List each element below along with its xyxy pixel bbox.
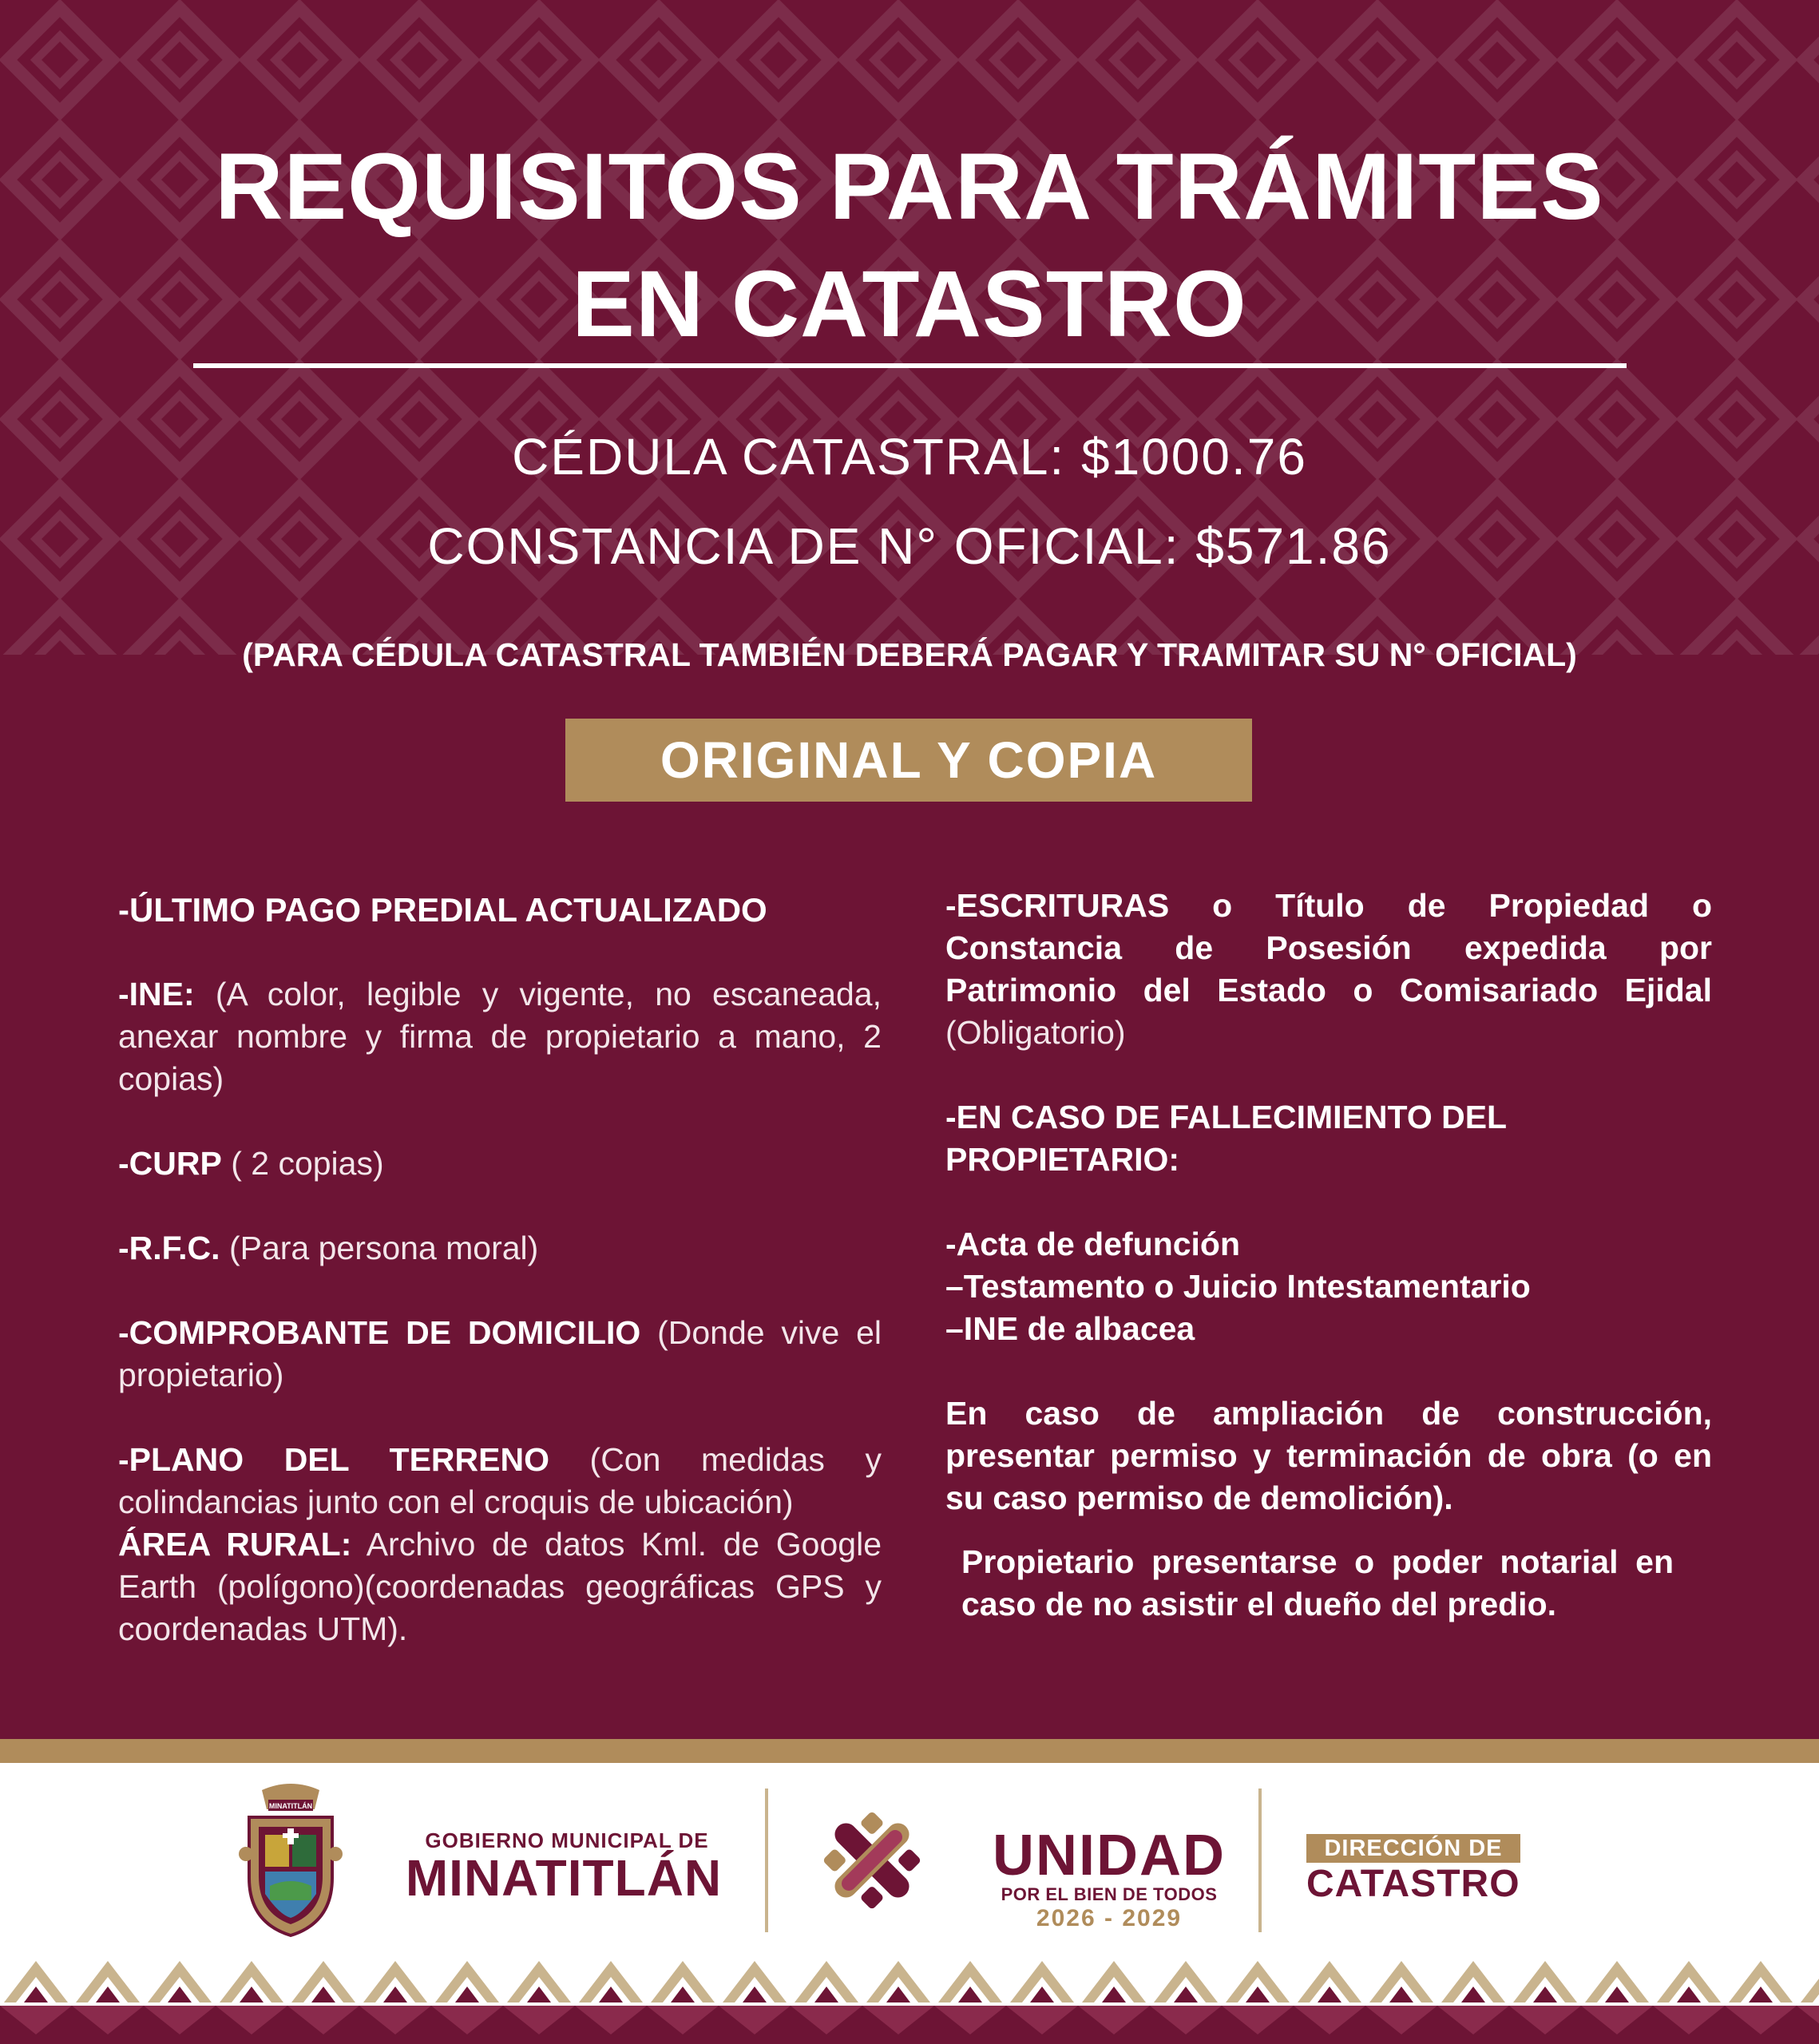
req-ine: -INE: (A color, legible y vigente, no escaneada, anexar nombre y firma de propietario a mano, 2 copias) xyxy=(118,976,882,1097)
req-rfc: -R.F.C. (Para persona moral) xyxy=(118,1230,539,1266)
req-plano: -PLANO DEL TERRENO (Con medidas y colindancias junto con el croquis de ubicación) xyxy=(118,1441,882,1520)
req-predial: -ÚLTIMO PAGO PREDIAL ACTUALIZADO xyxy=(118,891,767,929)
price-constancia: CONSTANCIA DE N° OFICIAL: $571.86 xyxy=(427,517,1392,575)
req-testamento: –Testamento o Juicio Intestamentario xyxy=(945,1268,1531,1305)
catastro-label: CATASTRO xyxy=(1306,1863,1520,1905)
page-title-line2: EN CATASTRO xyxy=(572,252,1247,357)
price-cedula: CÉDULA CATASTRAL: $1000.76 xyxy=(512,428,1307,485)
minatitlan-crest-icon xyxy=(238,1782,343,1939)
unidad-subtitle: POR EL BIEN DE TODOS xyxy=(1001,1884,1218,1904)
footer-divider-1 xyxy=(765,1788,768,1932)
title-divider xyxy=(193,363,1627,368)
req-ampliacion: En caso de ampliación de construcción, presentar permiso y terminación de obra (o en su caso permiso de demolición). xyxy=(945,1395,1712,1516)
req-acta: -Acta de defunción xyxy=(945,1226,1241,1262)
footer-gold-band xyxy=(0,1739,1819,1763)
note-text: (PARA CÉDULA CATASTRAL TAMBIÉN DEBERÁ PAGAR Y TRAMITAR SU N° OFICIAL) xyxy=(242,636,1577,673)
svg-text:MINATITLÁN: MINATITLÁN xyxy=(268,1802,313,1810)
req-fallecimiento: -EN CASO DE FALLECIMIENTO DEL PROPIETARIO: xyxy=(945,1099,1507,1178)
left-requirements xyxy=(118,889,882,1693)
req-area-rural: ÁREA RURAL: Archivo de datos Kml. de Google Earth (polígono)(coordenadas geográficas GPS y coordenadas UTM). xyxy=(118,1526,882,1647)
unidad-logo-icon xyxy=(806,1788,937,1932)
req-ine-albacea: –INE de albacea xyxy=(945,1310,1195,1347)
req-curp: -CURP ( 2 copias) xyxy=(118,1145,384,1182)
right-requirements xyxy=(945,885,1712,1562)
gov-subtitle: GOBIERNO MUNICIPAL DE xyxy=(425,1828,709,1852)
req-escrituras: -ESCRITURAS o Título de Propiedad o Constancia de Posesión expedida por Patrimonio del Estado o Comisariado Ejidal (Obligatorio) xyxy=(945,887,1712,1051)
bottom-pattern xyxy=(0,1955,1819,2044)
direccion-label: DIRECCIÓN DE xyxy=(1306,1834,1520,1863)
footer-divider-2 xyxy=(1258,1788,1262,1932)
page-title-line1: REQUISITOS PARA TRÁMITES xyxy=(215,134,1604,240)
unidad-years: 2026 - 2029 xyxy=(1036,1905,1183,1931)
gov-title: MINATITLÁN xyxy=(405,1849,723,1907)
original-copy-badge: ORIGINAL Y COPIA xyxy=(565,719,1252,802)
unidad-title: UNIDAD xyxy=(993,1824,1226,1888)
final-note: Propietario presentarse o poder notarial en caso de no asistir el dueño del predio. xyxy=(961,1543,1674,1622)
req-domicilio: -COMPROBANTE DE DOMICILIO (Donde vive el propietario) xyxy=(118,1314,882,1393)
